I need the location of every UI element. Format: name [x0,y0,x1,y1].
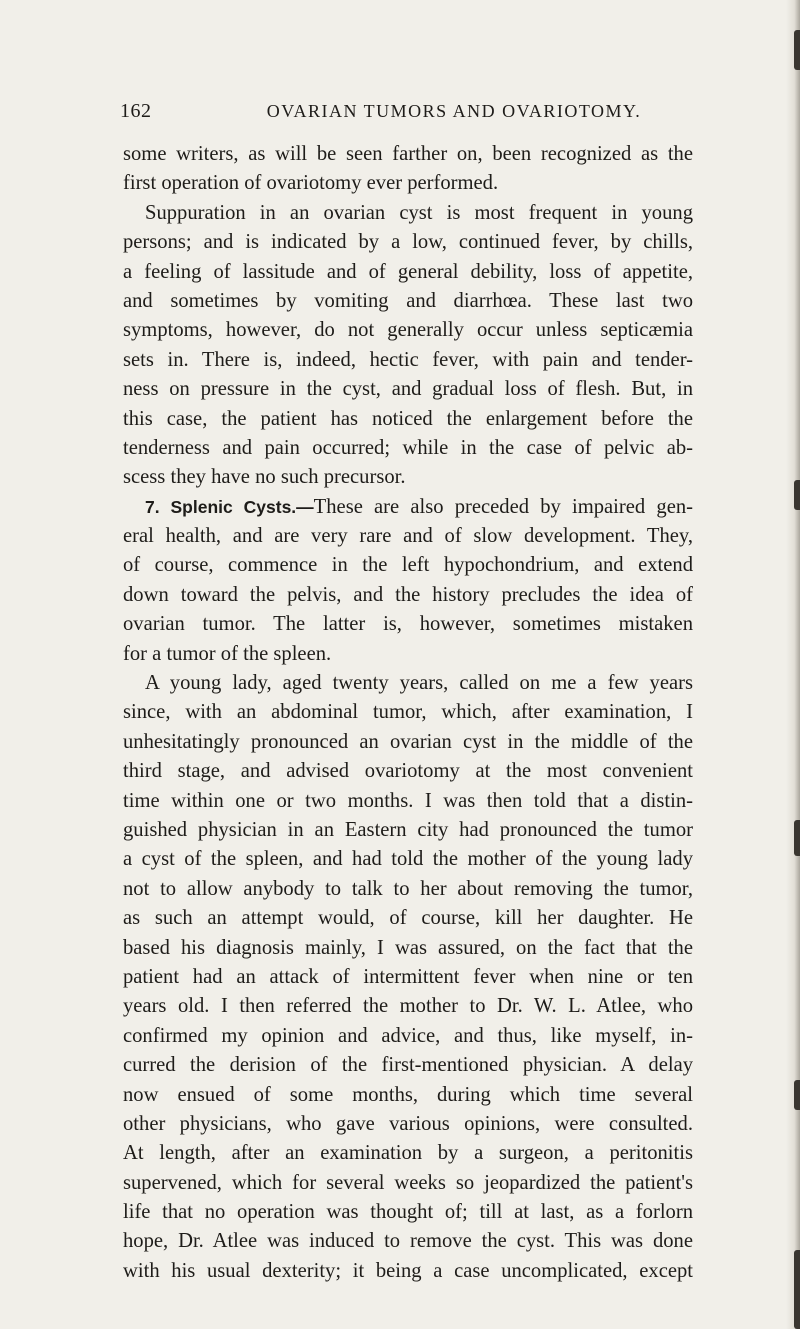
page-edge-mark [794,1250,800,1329]
text-line: persons; and is indicated by a low, continued fever, by chills, [123,231,693,254]
page-edge-mark [794,30,800,70]
text-line: scess they have no such precursor. [123,466,406,489]
text-line: eral health, and are very rare and of slow development. They, [123,525,693,548]
text-line: third stage, and advised ovariotomy at the most convenient [123,760,693,783]
text-line: as such an attempt would, of course, kill her daughter. He [123,907,693,930]
text-line: now ensued of some months, during which time several [123,1083,693,1106]
text-line: curred the derision of the first-mentioned physician. A delay [123,1054,693,1077]
text-line: hope, Dr. Atlee was induced to remove the cyst. This was done [123,1230,693,1253]
page-number: 162 [120,100,152,122]
text-line: first operation of ovariotomy ever performed. [123,172,499,195]
text-line: supervened, which for several weeks so jeopardized the patient's [123,1171,693,1194]
text-line: since, with an abdominal tumor, which, after examination, I [123,701,693,724]
text-line: with his usual dexterity; it being a case uncomplicated, except [123,1259,693,1282]
text-line: a cyst of the spleen, and had told the mother of the young lady [123,848,693,871]
page-edge-mark [794,480,800,510]
text-line: tenderness and pain occurred; while in the case of pelvic ab- [123,436,693,459]
text-line: of course, commence in the left hypochondrium, and extend [123,554,693,577]
text-line: life that no operation was thought of; till at last, as a forlorn [123,1201,693,1224]
text-line: These are also preceded by impaired gen- [313,495,693,518]
text-line: symptoms, however, do not generally occur unless septicæmia [123,319,693,342]
text-line: confirmed my opinion and advice, and thus, like myself, in- [123,1024,693,1047]
page-edge-mark [794,820,800,856]
text-line: a feeling of lassitude and of general debility, loss of appetite, [123,260,693,283]
text-line: unhesitatingly pronounced an ovarian cyst in the middle of the [123,730,693,753]
text-line: other physicians, who gave various opinions, were consulted. [123,1112,693,1135]
text-line: some writers, as will be seen farther on, been recognized as the [123,143,693,165]
text-line: down toward the pelvis, and the history precludes the idea of [123,583,693,606]
text-line: Suppuration in an ovarian cyst is most frequent in young [145,201,693,224]
running-title: OVARIAN TUMORS AND OVARIOTOMY. [266,101,642,121]
text-line: sets in. There is, indeed, hectic fever, with pain and tender- [123,348,693,371]
page-edge-mark [794,1080,800,1110]
body-text [123,140,693,1286]
text-line-with-heading [123,493,693,522]
text-line: ness on pressure in the cyst, and gradual loss of flesh. But, in [123,378,693,401]
text-line: A young lady, aged twenty years, called on me a few years [145,672,693,695]
text-line: this case, the patient has noticed the enlargement before the [123,407,693,430]
running-head [120,96,708,126]
page-edge-shadow [786,0,800,1329]
text-line: patient had an attack of intermittent fever when nine or ten [123,965,693,988]
text-line: At length, after an examination by a surgeon, a peritonitis [123,1142,693,1165]
text-line: for a tumor of the spleen. [123,642,332,665]
text-line: not to allow anybody to talk to her about removing the tumor, [123,877,693,900]
text-line: based his diagnosis mainly, I was assured, on the fact that the [123,936,693,959]
text-line: and sometimes by vomiting and diarrhœa. These last two [123,289,693,312]
text-line: time within one or two months. I was then told that a distin- [123,789,693,812]
section-heading: 7. Splenic Cysts.— [145,496,314,517]
text-line: guished physician in an Eastern city had pronounced the tumor [123,818,693,841]
text-line: ovarian tumor. The latter is, however, sometimes mistaken [123,613,693,636]
text-line: years old. I then referred the mother to Dr. W. L. Atlee, who [123,995,693,1018]
